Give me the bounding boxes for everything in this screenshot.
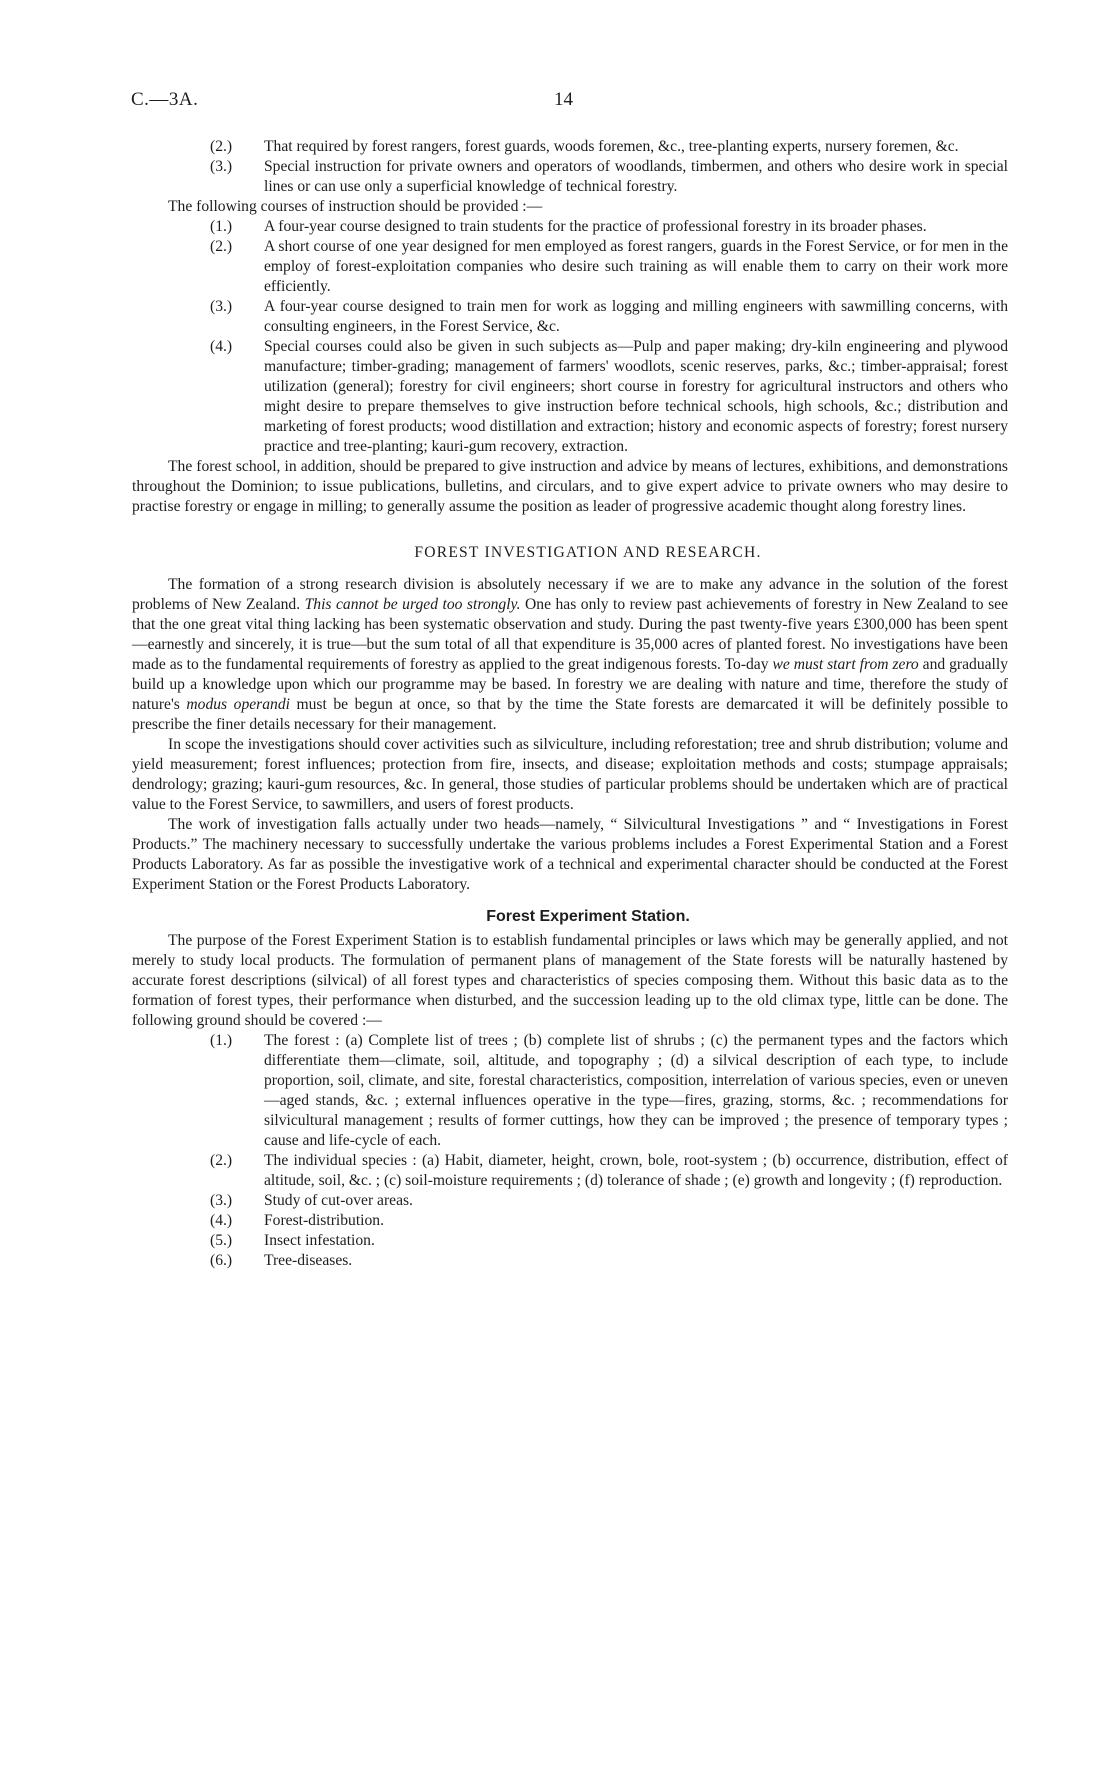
text-run: and gradually build up a knowledge upon which our programme may be based. In forestry we are dealing with nature and time, therefore the study of nature's <box>132 656 1008 713</box>
emphasis: modus operandi <box>186 696 290 713</box>
list-item <box>168 1231 1008 1251</box>
list-number: (4.) <box>210 338 233 355</box>
list-text: A four-year course designed to train men for work as logging and milling engineers with sawmilling concerns, with consulting engineers, in the Forest Service, &c. <box>264 298 1008 335</box>
text-run: The formation of a strong research division is absolutely necessary if we are to make any advance in the solution of the forest problems of New Zealand. <box>132 576 1008 613</box>
list-text: Study of cut-over areas. <box>264 1192 413 1209</box>
list-number: (4.) <box>210 1212 233 1229</box>
scope-paragraph: In scope the investigations should cover activities such as silviculture, including reforestation; tree and shrub distribution; volume and yield measurement; forest influences; protection from fire, insects, and disease; exploitation methods and costs; stumpage appraisals; dendrology; grazing; kauri-gum resources, &c. In general, those studies of particular problems should be undertaken which are of practical value to the Forest Service, to sawmillers, and users of forest products. <box>132 736 1008 813</box>
list-text: That required by forest rangers, forest guards, woods foremen, &c., tree-planting experts, nursery foremen, &c. <box>264 138 959 155</box>
text-run: must be begun at once, so that by the time the State forests are demarcated it will be definitely possible to prescribe the finer details necessary for their management. <box>132 696 1008 733</box>
list-number: (1.) <box>210 218 233 235</box>
station-paragraph: The purpose of the Forest Experiment Station is to establish fundamental principles or laws which may be generally applied, and not merely to study local products. The formulation of permanent plans of management of the State forests will be naturally hastened by accurate forest descriptions (silvical) of all forest types and characteristics of species composing them. Without this basic data as to the formation of forest types, their performance when disturbed, and the succession leading up to the old climax type, little can be done. The following ground should be covered :— <box>132 932 1008 1029</box>
emphasis: This cannot be urged too strongly. <box>304 596 521 613</box>
document-body <box>132 137 1008 1271</box>
list-number: (1.) <box>210 1032 233 1049</box>
list-text: The forest : (a) Complete list of trees ; (b) complete list of shrubs ; (c) the permanent types and the factors which differentiate them—climate, soil, altitude, and topography ; (d) a silvical description of each type, to include proportion, soil, climate, and site, forestal characteristics, composition, interrelation of various species, even or uneven—aged stands, &c. ; external influences operative in the type—fires, grazing, storms, &c. ; recommendations for silvicultural management ; results of former cuttings, how they can be improved ; the presence of temporary types ; cause and life-cycle of each. <box>264 1032 1008 1149</box>
text-run: One has only to review past achievements of forestry in New Zealand to see that the one great vital thing lacking has been systematic observation and study. During the past twenty-five years £300,000 has been spent—earnestly and sincerely, it is true—but the sum total of all that expenditure is 35,000 acres of planted forest. No investigations have been made as to the fundamental requirements of forestry as applied to the great indigenous forests. To-day <box>132 596 1008 673</box>
research-paragraph <box>132 575 1008 735</box>
document-reference: C.—3A. <box>131 89 199 110</box>
school-paragraph: The forest school, in addition, should be prepared to give instruction and advice by means of lectures, exhibitions, and demonstrations throughout the Dominion; to issue publications, bulletins, and circulars, and to give expert advice to private owners who may desire to practise forestry or engage in milling; to generally assume the position as leader of progressive academic thought along forestry lines. <box>132 458 1008 515</box>
list-item <box>168 1211 1008 1231</box>
list-item <box>168 1031 1008 1151</box>
heads-paragraph: The work of investigation falls actually under two heads—namely, “ Silvicultural Investigations ” and “ Investigations in Forest Products.” The machinery necessary to successfully undertake the various problems includes a Forest Experimental Station and a Forest Products Laboratory. As far as possible the investigative work of a technical and experimental character should be conducted at the Forest Experiment Station or the Forest Products Laboratory. <box>132 816 1008 893</box>
list-text: Insect infestation. <box>264 1232 375 1249</box>
emphasis: we must start from zero <box>772 656 919 673</box>
list-item <box>168 1191 1008 1211</box>
list-text: Special instruction for private owners and operators of woodlands, timbermen, and others who desire work in special lines or can use only a superficial knowledge of technical forestry. <box>264 158 1008 195</box>
list-number: (6.) <box>210 1252 233 1269</box>
list-number: (2.) <box>210 138 233 155</box>
list-item <box>168 217 1008 237</box>
list-item <box>168 137 1008 157</box>
list-number: (3.) <box>210 1192 233 1209</box>
list-number: (3.) <box>210 158 233 175</box>
list-text: The individual species : (a) Habit, diameter, height, crown, bole, root-system ; (b) occurrence, distribution, effect of altitude, soil, &c. ; (c) soil-moisture requirements ; (d) tolerance of shade ; (e) growth and longevity ; (f) reproduction. <box>264 1152 1008 1189</box>
list-item <box>168 297 1008 337</box>
courses-intro: The following courses of instruction should be provided :— <box>168 198 543 215</box>
list-text: Tree-diseases. <box>264 1252 353 1269</box>
list-number: (2.) <box>210 238 233 255</box>
list-item <box>168 337 1008 457</box>
list-number: (2.) <box>210 1152 233 1169</box>
list-text: Special courses could also be given in such subjects as—Pulp and paper making; dry-kiln engineering and plywood manufacture; timber-grading; management of farmers' woodlots, scenic reserves, parks, &c.; timber-appraisal; forest utilization (general); forestry for civil engineers; short course in forestry for agricultural instructors and others who might desire to prepare themselves to give instruction before technical schools, high schools, &c.; distribution and marketing of forest products; wood distillation and extraction; history and economic aspects of forestry; forest nursery practice and tree-planting; kauri-gum recovery, extraction. <box>264 338 1008 455</box>
page-number: 14 <box>554 89 573 110</box>
list-number: (3.) <box>210 298 233 315</box>
list-item <box>168 1151 1008 1191</box>
list-text: Forest-distribution. <box>264 1212 384 1229</box>
list-number: (5.) <box>210 1232 233 1249</box>
list-item <box>168 237 1008 297</box>
list-text: A short course of one year designed for men employed as forest rangers, guards in the Forest Service, or for men in the employ of forest-exploitation companies who desire such training as will enable them to carry on their work more efficiently. <box>264 238 1008 295</box>
list-item <box>168 157 1008 197</box>
section-heading: FOREST INVESTIGATION AND RESEARCH. <box>414 544 762 561</box>
subsection-heading: Forest Experiment Station. <box>486 908 690 925</box>
list-text: A four-year course designed to train students for the practice of professional forestry in its broader phases. <box>264 218 927 235</box>
list-item <box>168 1251 1008 1271</box>
